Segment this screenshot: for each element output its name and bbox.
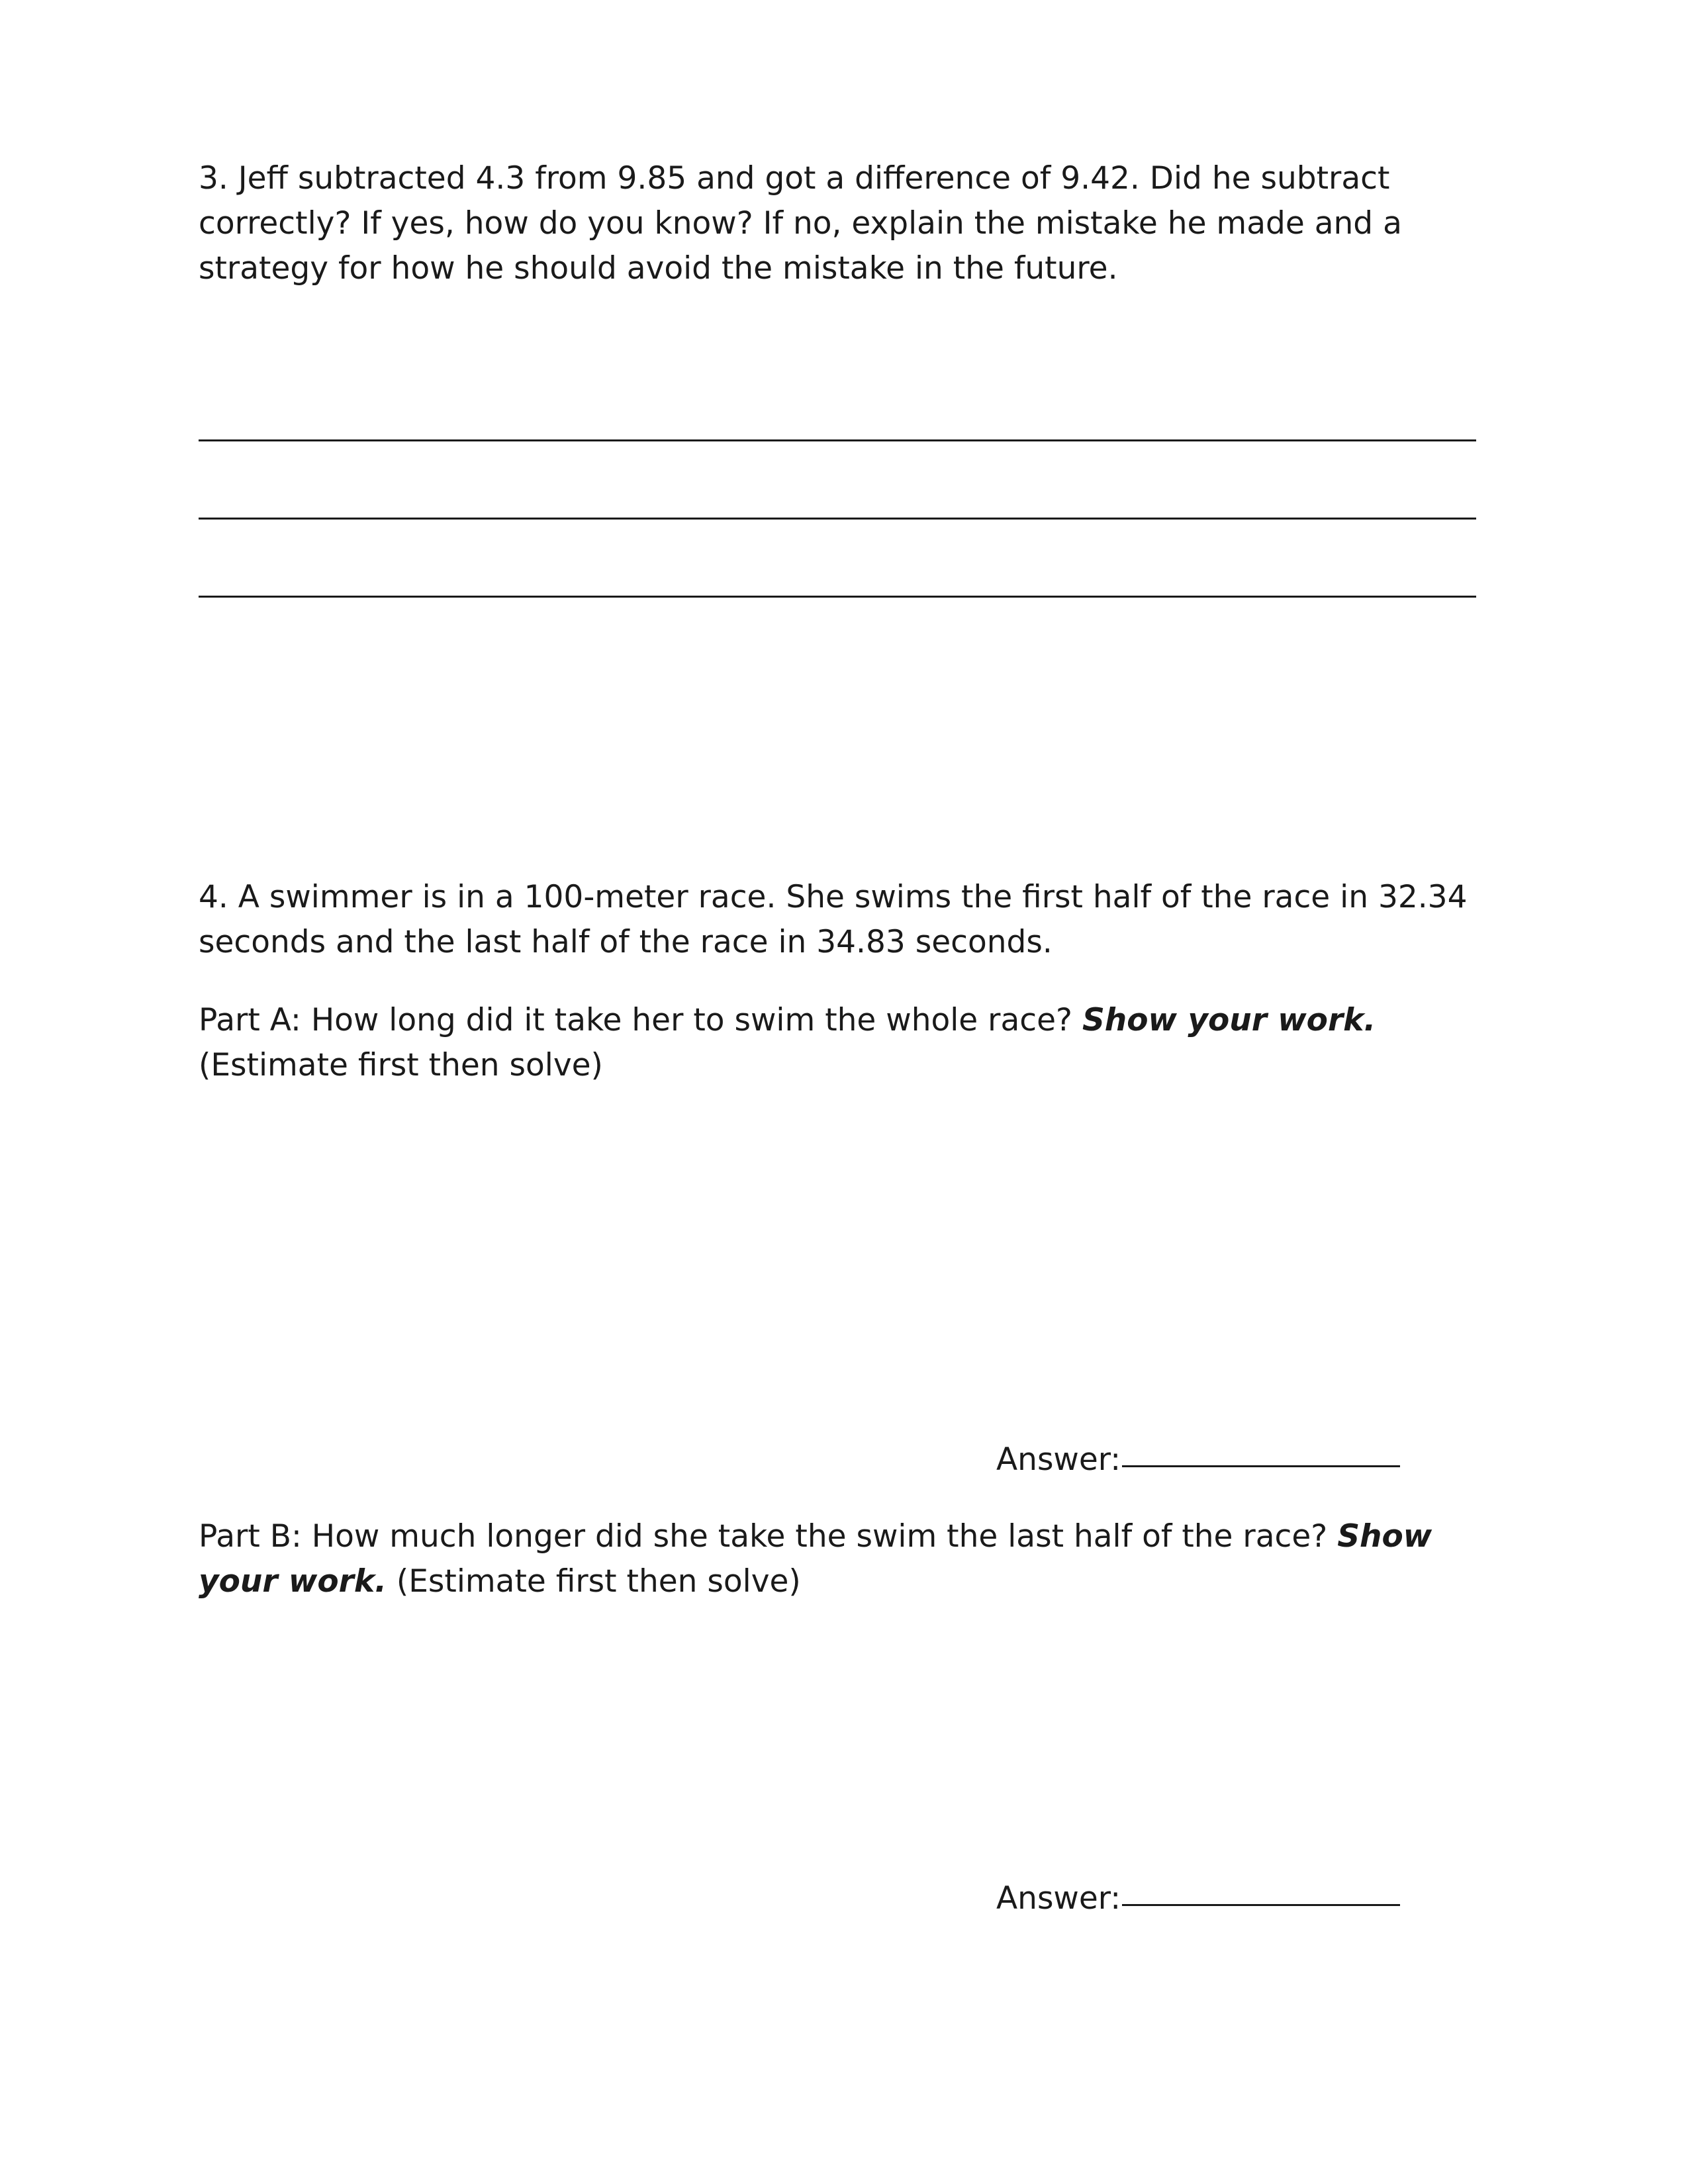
answer-line-3[interactable] [199, 596, 1476, 598]
part-a-answer-label: Answer: [996, 1441, 1121, 1478]
part-a-answer-blank[interactable] [1122, 1465, 1400, 1467]
part-a-show-work: Show your work. [1082, 1002, 1376, 1038]
part-b-answer-blank[interactable] [1122, 1904, 1400, 1906]
part-b-question: Part B: How much longer did she take the swim the last half of the race? [199, 1518, 1338, 1555]
part-b-show-work: Show your work. [199, 1518, 1432, 1600]
part-b-note: (Estimate first then solve) [386, 1563, 801, 1600]
question-4-text: 4. A swimmer is in a 100-meter race. She swims the first half of the race in 32.34 seconds and the last half of the race in 34.83 seconds. [199, 879, 1468, 960]
part-b-answer [996, 1876, 1400, 1921]
answer-line-2[interactable] [199, 518, 1476, 520]
part-a-prompt [199, 998, 1496, 1088]
part-a-note: (Estimate first then solve) [199, 1047, 603, 1083]
part-a-answer [996, 1437, 1400, 1482]
answer-line-1[interactable] [199, 439, 1476, 441]
part-b-prompt [199, 1514, 1496, 1604]
part-b-answer-label: Answer: [996, 1880, 1121, 1917]
question-3-text: 3. Jeff subtracted 4.3 from 9.85 and got a difference of 9.42. Did he subtract correctly? If yes, how do you know? If no, explain the mistake he made and a strategy for how he should avoid the mistake in the future. [199, 160, 1402, 287]
part-a-question: Part A: How long did it take her to swim the whole race? [199, 1002, 1082, 1038]
